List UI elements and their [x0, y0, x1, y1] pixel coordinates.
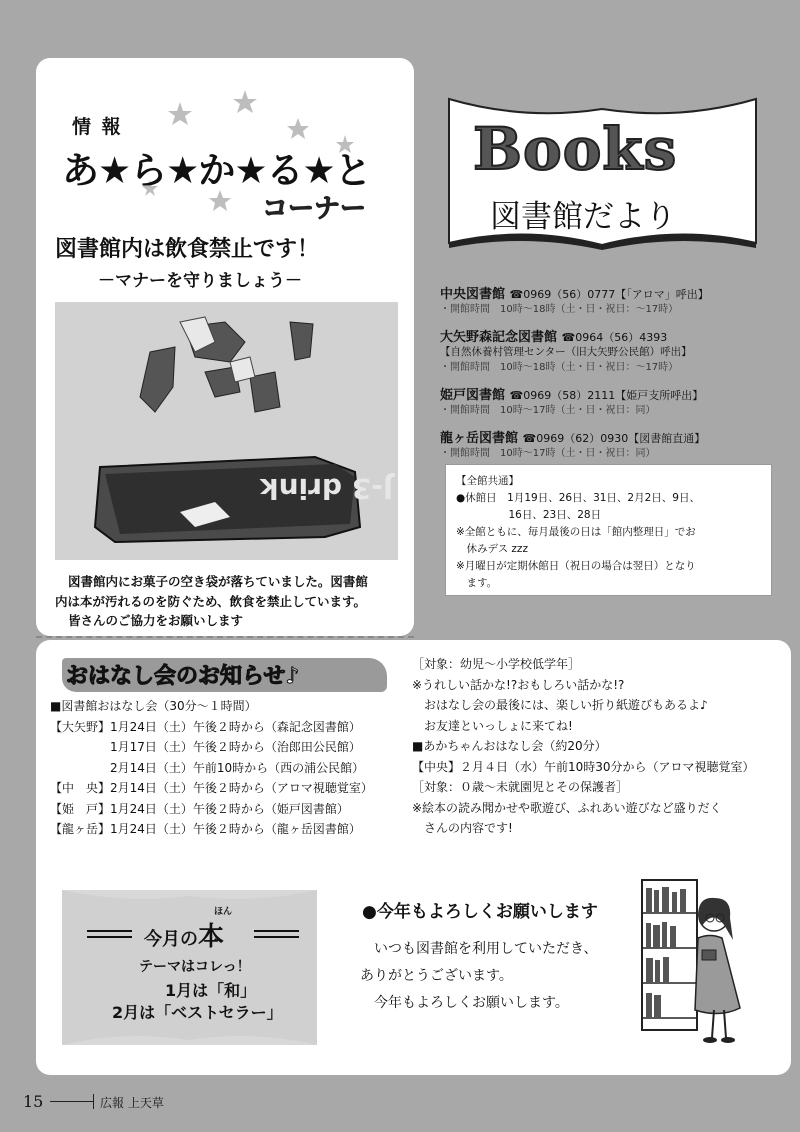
info-badge: 情 報	[72, 116, 123, 138]
common-notes-box	[445, 464, 772, 596]
month-book-title: 本	[198, 922, 225, 952]
detail-line: お友達といっしょに来てね!	[412, 718, 573, 733]
greeting-body	[360, 936, 597, 1017]
library-name: 中央図書館	[440, 287, 506, 302]
storytime-details	[412, 654, 755, 839]
library-hours: ・開館時間 10時～18時（土・日・祝日：～17時）	[440, 304, 679, 315]
corner-title: あ★ら★か★る★と	[62, 149, 371, 192]
schedule-line: 【龍ヶ岳】1月24日（土）午後２時から（龍ヶ岳図書館）	[50, 822, 361, 836]
page-number: 15	[23, 1092, 44, 1111]
library-hours: ・開館時間 10時～18時（土・日・祝日：～17時）	[440, 362, 679, 373]
detail-line: さんの内容です!	[412, 821, 513, 835]
footer-tick	[93, 1094, 94, 1109]
library-name: 大矢野森記念図書館	[440, 330, 558, 345]
schedule-line: 1月17日（土）午後２時から（治郎田公民館）	[50, 740, 361, 754]
schedule-line: ■図書館おはなし会（30分～１時間）	[50, 699, 257, 713]
common-heading: 【全館共通】	[456, 475, 519, 487]
month-book-prefix: 今月の	[144, 929, 198, 950]
library-hours: ・開館時間 10時～17時（土・日・祝日：同）	[440, 405, 656, 416]
librarian-illustration	[640, 878, 760, 1048]
schedule-line: 【姫 戸】1月24日（土）午後２時から（姫戸図書館）	[50, 801, 349, 816]
month-book-jan: 1月は「和」	[165, 981, 257, 1000]
detail-line: ■あかちゃんおはなし会（約20分）	[412, 739, 607, 753]
month-book-theme: テーマはコレっ！	[139, 959, 251, 975]
common-line: ※月曜日が定期休館日（祝日の場合は翌日）となり	[456, 560, 696, 572]
library-item	[440, 427, 770, 461]
detail-line: ※うれしい話かな!?おもしろい話かな!?	[412, 677, 625, 692]
common-line: ●休館日 1月19日、26日、31日、2月2日、9日、	[456, 492, 700, 504]
caption-line: 図書館内にお菓子の空き袋が落ちていました。図書館	[68, 574, 368, 589]
rule-right	[254, 930, 299, 938]
month-book-box	[62, 890, 317, 1045]
library-item	[440, 326, 770, 375]
library-hours: ・開館時間 10時～17時（土・日・祝日：同）	[440, 448, 656, 459]
books-title: Books	[473, 115, 678, 183]
library-list	[440, 283, 770, 470]
library-callout: 【自然休養村管理センター（旧大矢野公民館）呼出】	[440, 346, 692, 358]
article-headline: 図書館内は飲食禁止です！	[55, 237, 320, 262]
greeting-line: いつも図書館を利用していただき、	[360, 941, 598, 957]
library-phone: ☎0969（56）0777【「アロマ」呼出】	[509, 288, 709, 301]
snack-wrapper-photo	[55, 302, 398, 560]
library-name: 姫戸図書館	[440, 388, 506, 403]
library-phone: ☎0964（56）4393	[561, 331, 668, 344]
common-line: 16日、23日、28日	[456, 509, 602, 521]
rule-left	[87, 930, 132, 938]
section-divider	[36, 636, 414, 638]
ruby-hon: ほん	[214, 907, 233, 917]
common-line: ※全館ともに、毎月最後の日は「館内整理日」でお	[456, 526, 696, 538]
common-line: ます。	[456, 577, 498, 589]
library-item	[440, 283, 770, 317]
storytime-schedule	[50, 696, 373, 840]
detail-line: ※絵本の読み聞かせや歌遊び、ふれあい遊びなど盛りだく	[412, 800, 722, 815]
greeting-line: 今年もよろしくお願いします。	[360, 995, 569, 1011]
detail-line: ［対象：幼児～小学校低学年］	[412, 657, 581, 671]
library-phone: ☎0969（58）2111【姫戸支所呼出】	[509, 389, 704, 402]
schedule-line: 【大矢野】1月24日（土）午後２時から（森記念図書館）	[50, 719, 361, 734]
library-phone: ☎0969（62）0930【図書館直通】	[522, 432, 706, 445]
detail-line: おはなし会の最後には、楽しい折り紙遊びもあるよ♪	[412, 698, 708, 712]
greeting-heading: ●今年もよろしくお願いします	[362, 902, 598, 922]
publication-name: 広報 上天草	[100, 1096, 164, 1110]
detail-line: ［対象：０歳～未就園児とその保護者］	[412, 780, 629, 794]
caption-line: 皆さんのご協力をお願いします	[68, 613, 244, 628]
schedule-line: 【中 央】2月14日（土）午後２時から（アロマ視聴覚室）	[50, 781, 373, 795]
corner-subtitle: コーナー	[262, 194, 367, 224]
greeting-line: ありがとうございます。	[360, 968, 513, 984]
detail-line: 【中央】２月４日（水）午前10時30分から（アロマ視聴覚室）	[412, 759, 755, 774]
books-banner	[445, 95, 760, 250]
month-book-feb: 2月は「ベストセラー」	[112, 1003, 283, 1022]
article-subheadline: －マナーを守りましょう－	[98, 271, 302, 291]
photo-caption	[55, 572, 368, 631]
caption-line: 内は本が汚れるのを防ぐため、飲食を禁止しています。	[55, 593, 367, 609]
common-line: 休みデス zzz	[456, 543, 528, 555]
package-print: J-3 drink	[260, 472, 394, 505]
storytime-heading: おはなし会のお知らせ♪	[66, 664, 300, 689]
schedule-line: 2月14日（土）午前10時から（西の浦公民館）	[50, 760, 365, 775]
library-name: 龍ヶ岳図書館	[440, 431, 519, 446]
footer-rule	[50, 1101, 94, 1102]
books-subtitle: 図書館だより	[490, 199, 676, 235]
library-item	[440, 384, 770, 418]
